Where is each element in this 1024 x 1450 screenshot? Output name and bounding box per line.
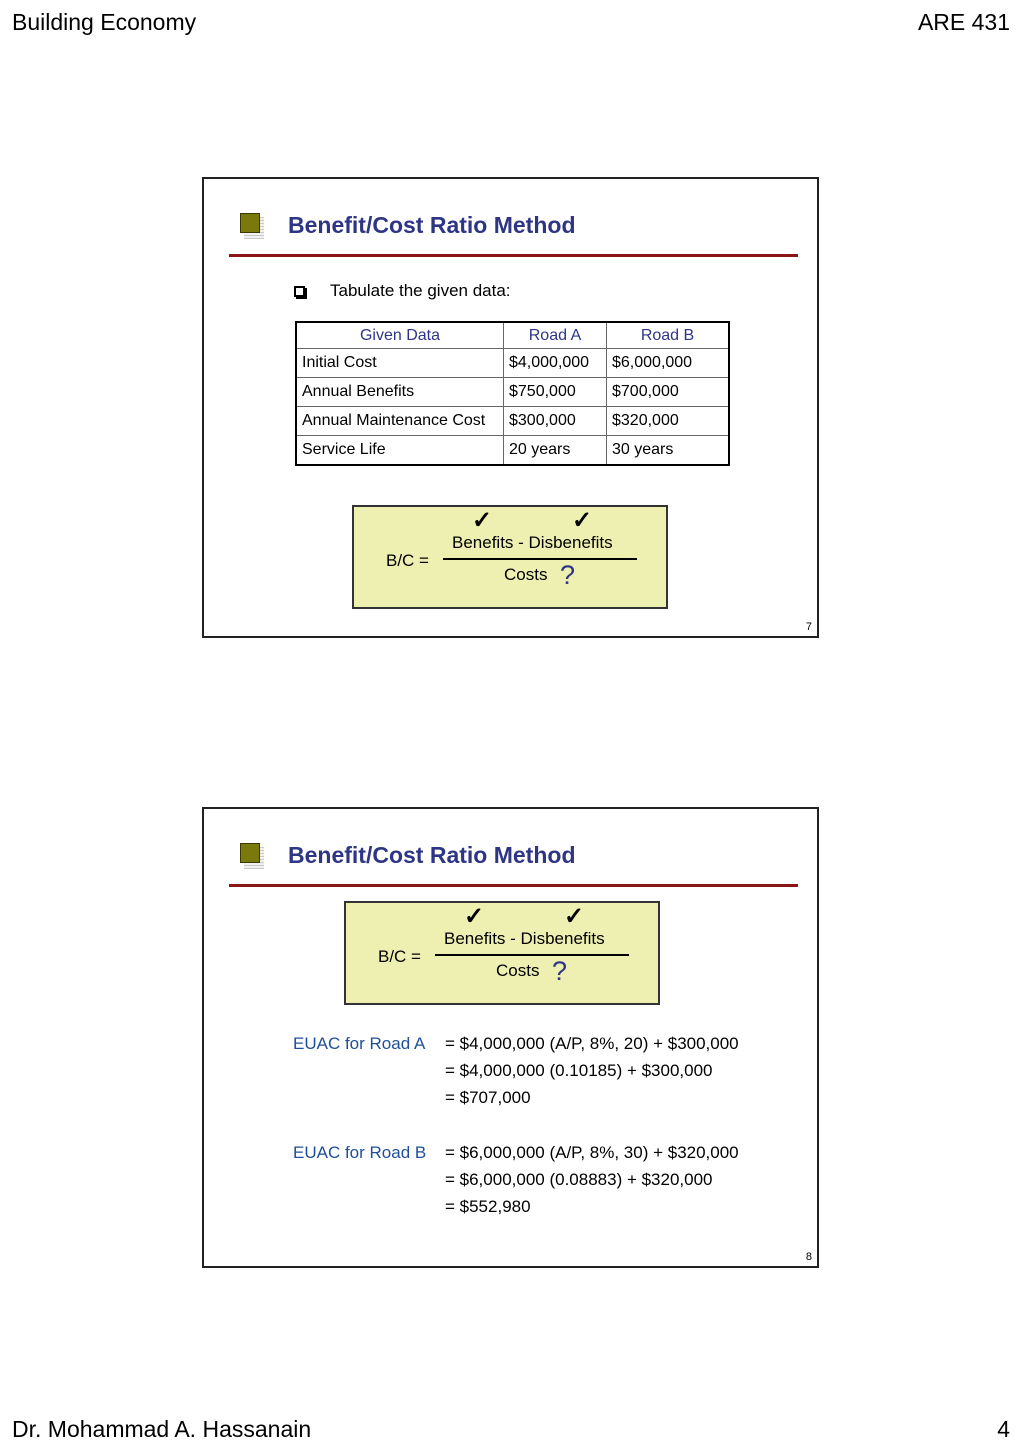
table-cell: Annual Benefits [296,378,504,407]
table-cell: 30 years [607,436,730,466]
table-cell: Annual Maintenance Cost [296,407,504,436]
checkmark-icon: ✓ [464,903,485,930]
calc-line: = $707,000 [445,1088,531,1107]
euac-road-a [293,1030,739,1111]
slide-logo-icon [240,213,264,239]
header-course-code: ARE 431 [917,9,1010,35]
slide-page-number: 7 [805,621,812,633]
slide-8 [202,807,819,1268]
checkmark-icon: ✓ [472,507,493,534]
table-cell: $6,000,000 [607,349,730,378]
checkmark-icon: ✓ [564,903,585,930]
euac-label: EUAC for Road A [293,1034,426,1053]
slide-7 [202,177,819,638]
given-data-table [295,321,730,466]
table-header: Road A [504,322,607,349]
table-cell: $4,000,000 [504,349,607,378]
footer-page-number: 4 [997,1416,1010,1442]
formula-denominator: Costs [496,961,540,980]
slide-logo-icon [240,843,264,869]
formula-numerator: Benefits - Disbenefits [452,533,613,552]
calc-line: = $6,000,000 (0.08883) + $320,000 [445,1170,713,1189]
bullet-point [294,281,511,301]
table-header: Road B [607,322,730,349]
question-mark-icon: ? [552,956,568,986]
table-header: Given Data [296,322,504,349]
table-cell: $320,000 [607,407,730,436]
bullet-text: Tabulate the given data: [330,281,511,300]
fraction-bar [435,954,629,956]
table-cell: Service Life [296,436,504,466]
table-row [296,378,729,407]
table-row [296,436,729,466]
slide-title: Benefit/Cost Ratio Method [288,842,576,868]
euac-label: EUAC for Road B [293,1143,427,1162]
table-row [296,407,729,436]
header-course-name: Building Economy [12,9,197,35]
formula-lhs: B/C = [378,947,421,966]
table-cell: Initial Cost [296,349,504,378]
table-cell: $300,000 [504,407,607,436]
table-row [296,349,729,378]
title-divider [229,254,798,257]
calc-line: = $6,000,000 (A/P, 8%, 30) + $320,000 [445,1143,739,1162]
question-mark-icon: ? [560,560,576,590]
euac-road-b [293,1139,739,1220]
calc-line: = $4,000,000 (0.10185) + $300,000 [445,1061,713,1080]
formula-numerator: Benefits - Disbenefits [444,929,605,948]
table-cell: 20 years [504,436,607,466]
checkmark-icon: ✓ [572,507,593,534]
title-divider [229,884,798,887]
slide-title: Benefit/Cost Ratio Method [288,212,576,238]
table-cell: $750,000 [504,378,607,407]
calc-line: = $552,980 [445,1197,531,1216]
footer-author: Dr. Mohammad A. Hassanain [12,1416,312,1442]
bc-ratio-formula [352,505,668,609]
formula-denominator: Costs [504,565,548,584]
checkbox-bullet-icon [294,286,305,297]
bc-ratio-formula [344,901,660,1005]
slide-page-number: 8 [805,1251,812,1263]
table-cell: $700,000 [607,378,730,407]
calc-line: = $4,000,000 (A/P, 8%, 20) + $300,000 [445,1034,739,1053]
formula-lhs: B/C = [386,551,429,570]
fraction-bar [443,558,637,560]
